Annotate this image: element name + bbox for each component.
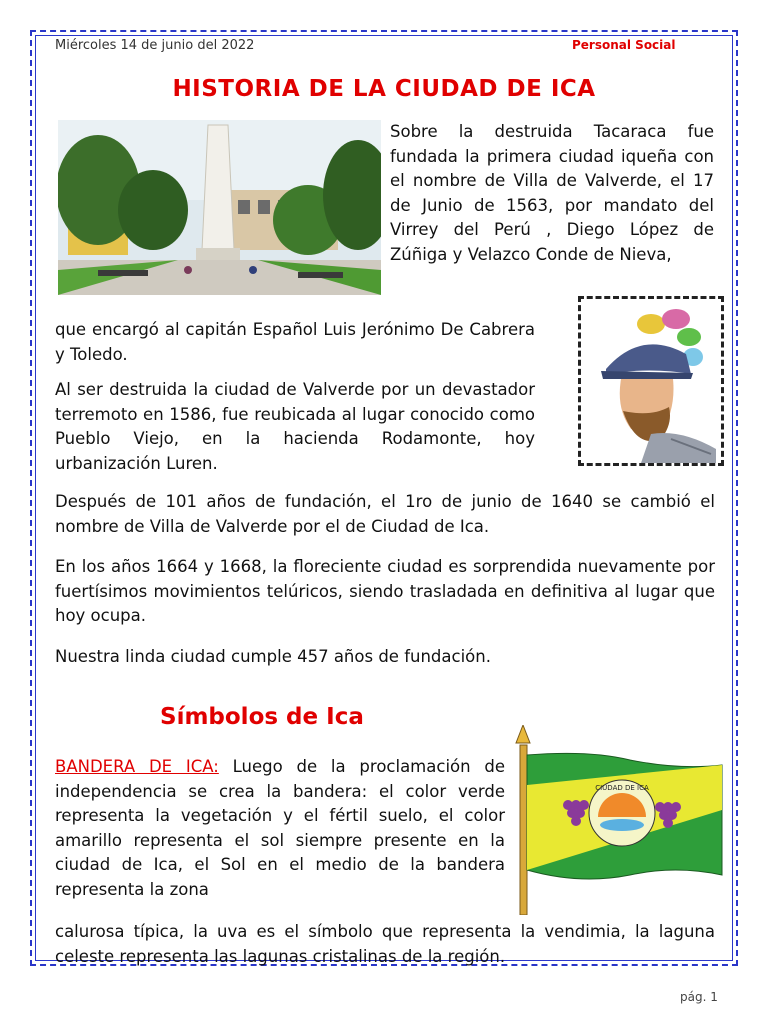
plaza-photo <box>58 120 381 295</box>
flag-inscription: CIUDAD DE ICA <box>595 784 649 792</box>
symbols-title: Símbolos de Ica <box>160 704 364 730</box>
page-title: HISTORIA DE LA CIUDAD DE ICA <box>172 76 596 102</box>
history-paragraph-3: Al ser destruida la ciudad de Valverde por un devastador terremoto en 1586, fue reubicada al lugar conocido como Pueblo Viejo, en la hacienda Rodamonte, hoy urbanización Luren. <box>55 380 535 473</box>
header-subject: Personal Social <box>572 38 676 52</box>
history-paragraph-5: En los años 1664 y 1668, la floreciente ciudad es sorprendida nuevamente por fuertísimos movimientos telúricos, siendo trasladada en definitiva al lugar que hoy ocupa. <box>55 557 715 625</box>
history-paragraph-1: Sobre la destruida Tacaraca fue fundada la primera ciudad iqueña con el nombre de Villa de Valverde, el 17 de Junio de 1563, por mandato del Virrey del Perú , Diego López de Zúñiga y Velazco Conde de Nieva, <box>390 122 714 264</box>
conquistador-illustration <box>578 296 724 466</box>
history-paragraph-2: que encargó al capitán Español Luis Jerónimo De Cabrera y Toledo. <box>55 320 535 364</box>
flag-description-cont: calurosa típica, la uva es el símbolo que representa la vendimia, la laguna celeste representa las lagunas cristalinas de la región. <box>55 922 715 966</box>
history-paragraph-6: Nuestra linda ciudad cumple 457 años de fundación. <box>55 647 491 666</box>
flag-text-1: Luego de la proclamación de independencia se crea la bandera: el color verde representa la vegetación y el fértil suelo, el color amarillo representa el sol siempre presente en la ciudad de Ica, el Sol en el medio de la bandera representa la zona <box>55 757 505 899</box>
history-paragraph-4: Después de 101 años de fundación, el 1ro de junio de 1640 se cambió el nombre de Villa de Valverde por el de Ciudad de Ica. <box>55 492 715 536</box>
header-date: Miércoles 14 de junio del 2022 <box>55 38 255 53</box>
flag-label: BANDERA DE ICA: <box>55 757 219 776</box>
ica-flag-illustration <box>510 725 725 915</box>
flag-description <box>55 755 505 902</box>
page-number: pág. 1 <box>680 990 718 1004</box>
